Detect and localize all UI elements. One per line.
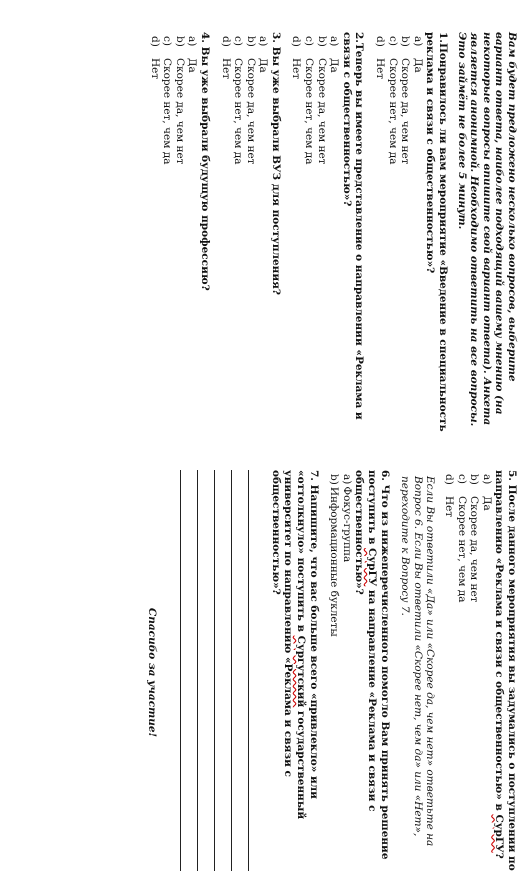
option[interactable]: a)Да — [411, 36, 424, 73]
question-2 — [290, 32, 366, 432]
intro-text: Вам будет предложено несколько вопросов, выберите вариант ответа, наиболее подходящий вашему мнению (на некоторые вопросы впишите свой вариант ответа). Анкета является анонимной. Необходимо ответить на все вопросы. Это займёт не более 5 минут. — [455, 32, 518, 427]
answer-line[interactable] — [180, 470, 197, 871]
option[interactable]: d)Нет — [290, 36, 303, 80]
option[interactable]: a)Да — [257, 36, 270, 73]
question-4-options — [148, 36, 198, 432]
option[interactable]: c)Скорее нет, чем да — [386, 36, 399, 165]
question-7 — [180, 470, 319, 875]
question-6 — [328, 470, 391, 875]
option[interactable]: d)Нет — [219, 36, 232, 80]
option[interactable]: c)Скорее нет, чем да — [303, 36, 316, 165]
question-3 — [219, 32, 282, 432]
right-column — [135, 470, 518, 875]
question-7-title: 7. Напишите, что вас больше всего «привлекло» или «оттолкнуло» поступить в Сургутский государственный университет по направлению «Реклама и связи с общественностью»? — [269, 470, 320, 820]
option[interactable]: b)Скорее да, чем нет — [468, 474, 481, 603]
answer-line[interactable] — [197, 470, 214, 871]
question-1 — [373, 32, 449, 432]
question-4 — [148, 32, 211, 432]
question-6-options — [328, 474, 353, 875]
option[interactable]: b)Информационные буклеты — [328, 474, 341, 637]
option[interactable]: a)Фокус-группа — [340, 474, 353, 563]
option[interactable]: a)Да — [186, 36, 199, 73]
question-3-options — [219, 36, 269, 432]
option[interactable]: b)Скорее да, чем нет — [244, 36, 257, 165]
option[interactable]: d)Нет — [374, 36, 387, 80]
option[interactable]: b)Скорее да, чем нет — [173, 36, 186, 165]
left-column — [140, 32, 518, 432]
option[interactable]: c)Скорее нет, чем да — [161, 36, 174, 165]
question-1-title: 1.Понравилось ли вам мероприятие «Введение в специальность реклама и связи с общественностью»? — [424, 32, 450, 432]
question-5-note: Если Вы ответили «Да» или «Скорее да, чем нет» ответьте на Вопрос 6. Если Вы ответили «Скорее нет, чем да» или «Нет», переходите к Вопросу 7. — [399, 476, 437, 847]
question-5-title: 5. После данного мероприятия вы задумались о поступлении по направлению «Реклама и связи с общественностью» в СурГУ? — [493, 470, 518, 871]
question-4-title: 4. Вы уже выбрали будущую профессию? — [198, 32, 211, 291]
question-5 — [399, 470, 518, 875]
option[interactable]: c)Скорее нет, чем да — [232, 36, 245, 165]
question-5-options — [442, 474, 492, 875]
question-2-options — [290, 36, 340, 432]
option[interactable]: a)Да — [328, 36, 341, 73]
answer-line[interactable] — [248, 470, 265, 871]
thanks-text: Спасибо за участие! — [146, 607, 159, 738]
question-3-title: 3. Вы уже выбрали ВУЗ для поступления? — [269, 32, 282, 296]
question-2-title: 2.Теперь вы имеете представление о направлении «Реклама и связи с общественностью»? — [340, 32, 366, 420]
option[interactable]: a)Да — [480, 474, 493, 511]
answer-lines — [180, 470, 265, 875]
option[interactable]: b)Скорее да, чем нет — [399, 36, 412, 165]
answer-line[interactable] — [231, 470, 248, 871]
option[interactable]: b)Скорее да, чем нет — [315, 36, 328, 165]
question-6-title: 6. Что из нижеперечисленного помогло Вам принять решение поступить в СурГУ на направление «Реклама и связи с общественностью»? — [353, 470, 391, 860]
option[interactable]: c)Скорее нет, чем да — [455, 474, 468, 603]
option[interactable]: d)Нет — [443, 474, 456, 518]
question-1-options — [373, 36, 423, 432]
option[interactable]: d)Нет — [148, 36, 161, 80]
answer-line[interactable] — [214, 470, 231, 871]
